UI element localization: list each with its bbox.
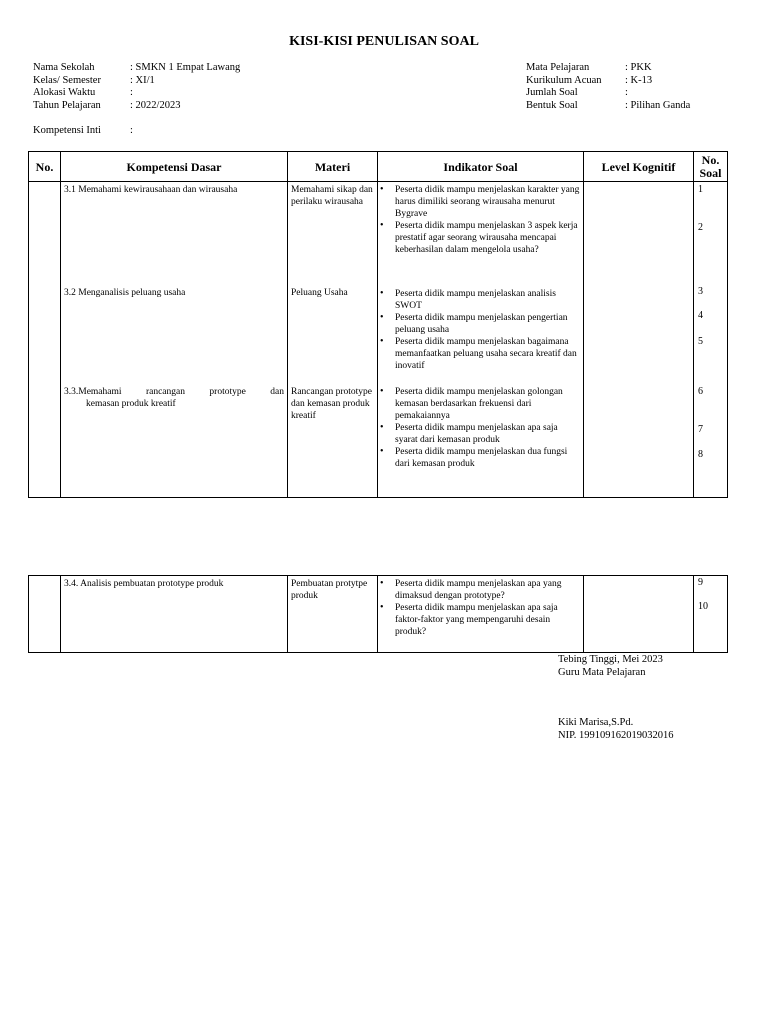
no-soal-cell (694, 182, 728, 498)
kisi-kisi-table-continued (28, 575, 728, 653)
question-number: 6 (698, 386, 703, 397)
question-number: 5 (698, 336, 703, 347)
subject-info (526, 62, 690, 112)
materi-cell (288, 182, 378, 498)
header-no: No. (29, 152, 61, 182)
list-item: • Peserta didik mampu menjelaskan analisis SWOT (378, 288, 580, 312)
question-number: 2 (698, 222, 703, 233)
level-kognitif-cell (584, 576, 694, 653)
indikator-list (378, 578, 583, 638)
info-value: : XI/1 (130, 74, 155, 86)
kompetensi-inti (33, 125, 133, 136)
signature-nip: NIP. 199109162019032016 (558, 730, 674, 741)
info-value: : Pilihan Ganda (625, 99, 691, 111)
ki-value: : (130, 125, 133, 136)
materi-cell: Pembuatan protytpe produk (288, 576, 378, 653)
table-row (29, 182, 728, 498)
question-number: 10 (698, 601, 708, 612)
indikator-list (378, 288, 580, 372)
info-label: Kurikulum Acuan (526, 74, 602, 86)
indikator-cell (378, 182, 584, 498)
info-label: Nama Sekolah (33, 62, 95, 73)
indikator-list (378, 386, 580, 470)
info-value: : 2022/2023 (130, 99, 181, 111)
materi-text: Memahami sikap dan perilaku wirausaha (291, 185, 373, 207)
header-no-soal: No. Soal (694, 152, 728, 182)
list-item: • Peserta didik mampu menjelaskan bagaimana memanfaatkan peluang usaha secara kreatif dan inovatif (378, 336, 580, 372)
header-level-kognitif: Level Kognitif (584, 152, 694, 182)
kd-text-line: 3.3.Memahami rancangan prototype dan (64, 387, 284, 397)
list-item: • Peserta didik mampu menjelaskan 3 aspek kerja prestatif agar seorang wirausaha mencapai keberhasilan dalam mengelola usaha? (378, 220, 580, 256)
list-item: • Peserta didik mampu menjelaskan apa saja faktor-faktor yang mempengaruhi desain produk? (378, 602, 583, 638)
info-label: Alokasi Waktu (33, 87, 96, 98)
level-kognitif-cell (584, 182, 694, 498)
signature-role: Guru Mata Pelajaran (558, 667, 646, 678)
info-label: Kelas/ Semester (33, 74, 101, 86)
info-label: Mata Pelajaran (526, 62, 590, 73)
info-value: : K-13 (625, 74, 653, 86)
list-item: • Peserta didik mampu menjelaskan apa saja syarat dari kemasan produk (378, 422, 580, 446)
kd-cell (61, 182, 288, 498)
list-item: • Peserta didik mampu menjelaskan apa yang dimaksud dengan prototype? (378, 578, 583, 602)
school-info (33, 62, 240, 112)
info-value: : (130, 87, 133, 98)
question-number: 8 (698, 449, 703, 460)
info-value: : (625, 87, 628, 98)
materi-text: Rancangan prototype dan kemasan produk kreatif (291, 387, 372, 421)
info-label: Jumlah Soal (526, 87, 578, 98)
question-number: 1 (698, 184, 703, 195)
header-indikator-soal: Indikator Soal (378, 152, 584, 182)
question-number: 9 (698, 577, 703, 588)
no-soal-cell (694, 576, 728, 653)
header-kompetensi-dasar: Kompetensi Dasar (61, 152, 288, 182)
kd-text-line: kemasan produk kreatif (86, 399, 176, 409)
question-number: 7 (698, 424, 703, 435)
list-item: • Peserta didik mampu menjelaskan dua fungsi dari kemasan produk (378, 446, 580, 470)
kd-text (64, 386, 284, 410)
question-number: 4 (698, 310, 703, 321)
list-item: • Peserta didik mampu menjelaskan golongan kemasan berdasarkan frekuensi dari pemakaiannya (378, 386, 580, 422)
list-item: • Peserta didik mampu menjelaskan karakter yang harus dimiliki seorang wirausaha menurut Bygrave (378, 184, 580, 220)
materi-text: Peluang Usaha (291, 288, 348, 298)
kisi-kisi-table (28, 151, 728, 498)
table-header-row (29, 152, 728, 182)
ki-label: Kompetensi Inti (33, 125, 101, 136)
info-value: : SMKN 1 Empat Lawang (130, 62, 241, 73)
no-cell (29, 576, 61, 653)
question-number: 3 (698, 286, 703, 297)
info-value: : PKK (625, 62, 652, 73)
signature-place-date: Tebing Tinggi, Mei 2023 (558, 654, 663, 665)
no-cell (29, 182, 61, 498)
signature-name: Kiki Marisa,S.Pd. (558, 717, 634, 728)
kd-cell: 3.4. Analisis pembuatan prototype produk (61, 576, 288, 653)
header-materi: Materi (288, 152, 378, 182)
kd-text: 3.2 Menganalisis peluang usaha (64, 288, 186, 298)
kd-text: 3.1 Memahami kewirausahaan dan wirausaha (64, 185, 238, 195)
info-label: Tahun Pelajaran (33, 99, 101, 111)
indikator-cell (378, 576, 584, 653)
indikator-list (378, 184, 580, 256)
document-title: KISI-KISI PENULISAN SOAL (289, 34, 479, 49)
info-label: Bentuk Soal (526, 99, 578, 111)
table-row (29, 576, 728, 653)
list-item: • Peserta didik mampu menjelaskan pengertian peluang usaha (378, 312, 580, 336)
